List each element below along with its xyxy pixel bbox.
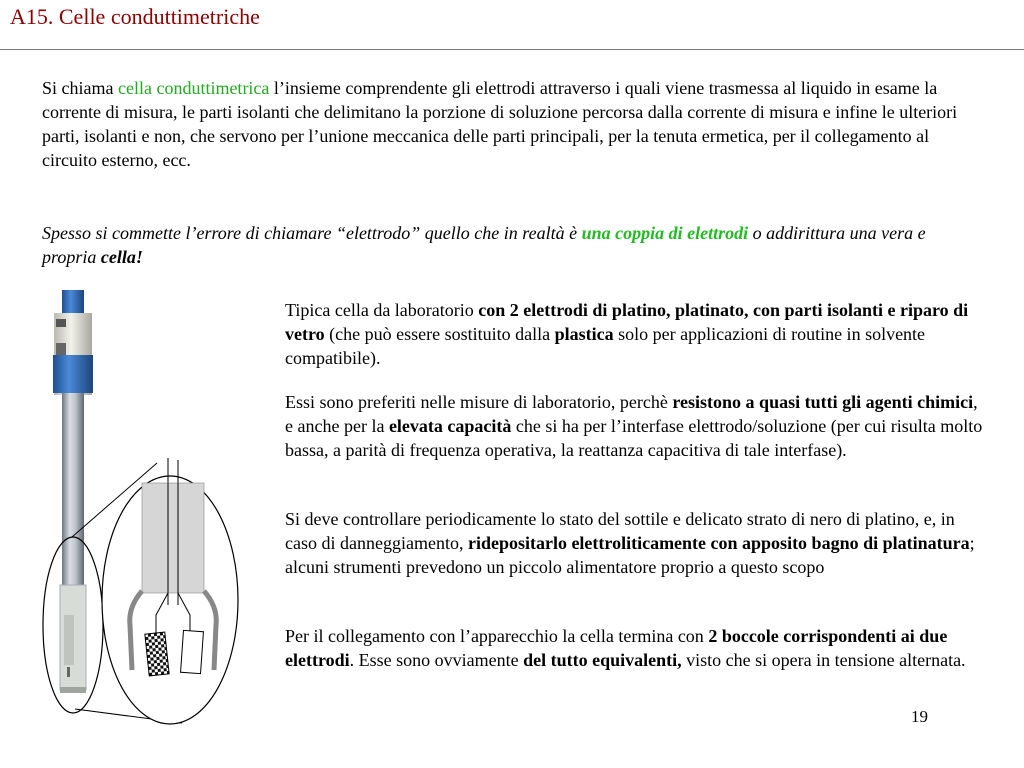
p1-d: plastica: [554, 324, 614, 344]
p3-b: ridepositarlo elettroliticamente con apposito bagno di platinatura: [467, 533, 970, 553]
page-title: A15. Celle conduttimetriche: [10, 4, 260, 29]
title-divider: [0, 49, 1024, 50]
p1-a: Tipica cella da laboratorio: [285, 300, 479, 320]
intro-rest: l’insieme comprendente gli elettrodi attraverso i quali viene trasmessa al liquido in esame la corrente di misura, le parti isolanti che delimitano la porzione di soluzione percorsa dalla corrente di misura e infine le ulteriori parti, isolanti e non, che servono per l’unione meccanica delle parti principali, per la tenuta ermetica, per il collegamento al circuito esterno, ecc.: [42, 78, 958, 170]
intro-prefix: Si chiama: [42, 78, 118, 98]
p2-b: resistono a quasi tutti gli agenti chimici: [672, 392, 974, 412]
probe-tip: [60, 585, 86, 693]
p1-c: (che può essere sostituito dalla: [324, 324, 555, 344]
paragraph-3: [285, 507, 990, 579]
note-a: Spesso si commette l’errore di chiamare “elettrodo” quello che in realtà è: [42, 223, 582, 243]
p2-c: , e anche per la: [285, 392, 978, 436]
note-paragraph: [42, 221, 967, 269]
note-highlight: una coppia di elettrodi: [581, 223, 749, 243]
probe-cap: [53, 290, 93, 395]
paragraph-2: [285, 390, 990, 462]
p1-b: con 2 elettrodi di platino, platinato, con parti isolanti e riparo di vetro: [285, 300, 969, 344]
p4-c: . Esse sono ovviamente: [349, 650, 524, 670]
note-c: o addirittura una vera e propria: [42, 223, 926, 267]
p4-d: del tutto equivalenti,: [523, 650, 682, 670]
p2-a: Essi sono preferiti nelle misure di laboratorio, perchè: [285, 392, 673, 412]
p3-a: Si deve controllare periodicamente lo stato del sottile e delicato strato di nero di platino, e, in caso di danneggiamento,: [285, 509, 955, 553]
p2-d: elevata capacità: [388, 416, 512, 436]
p3-c: ; alcuni strumenti prevedono un piccolo alimentatore proprio a questo scopo: [285, 533, 975, 577]
intro-paragraph: [42, 76, 967, 172]
page-number: 19: [911, 707, 928, 726]
p4-b: 2 boccole corrispondenti ai due elettrodi: [285, 626, 948, 670]
p1-e: solo per applicazioni di routine in solvente compatibile).: [285, 324, 926, 368]
intro-term: cella conduttimetrica: [117, 78, 270, 98]
note-cella: cella!: [100, 247, 143, 267]
paragraph-1: [285, 298, 990, 370]
p2-e: che si ha per l’interfase elettrodo/soluzione (per cui risulta molto bassa, a parità di frequenza operativa, la reattanza capacitiva di tale interfase).: [285, 416, 983, 460]
conductivity-cell-figure: [30, 285, 280, 725]
p4-e: visto che si opera in tensione alternata.: [681, 650, 966, 670]
paragraph-4: [285, 624, 990, 672]
p4-a: Per il collegamento con l’apparecchio la cella termina con: [285, 626, 709, 646]
